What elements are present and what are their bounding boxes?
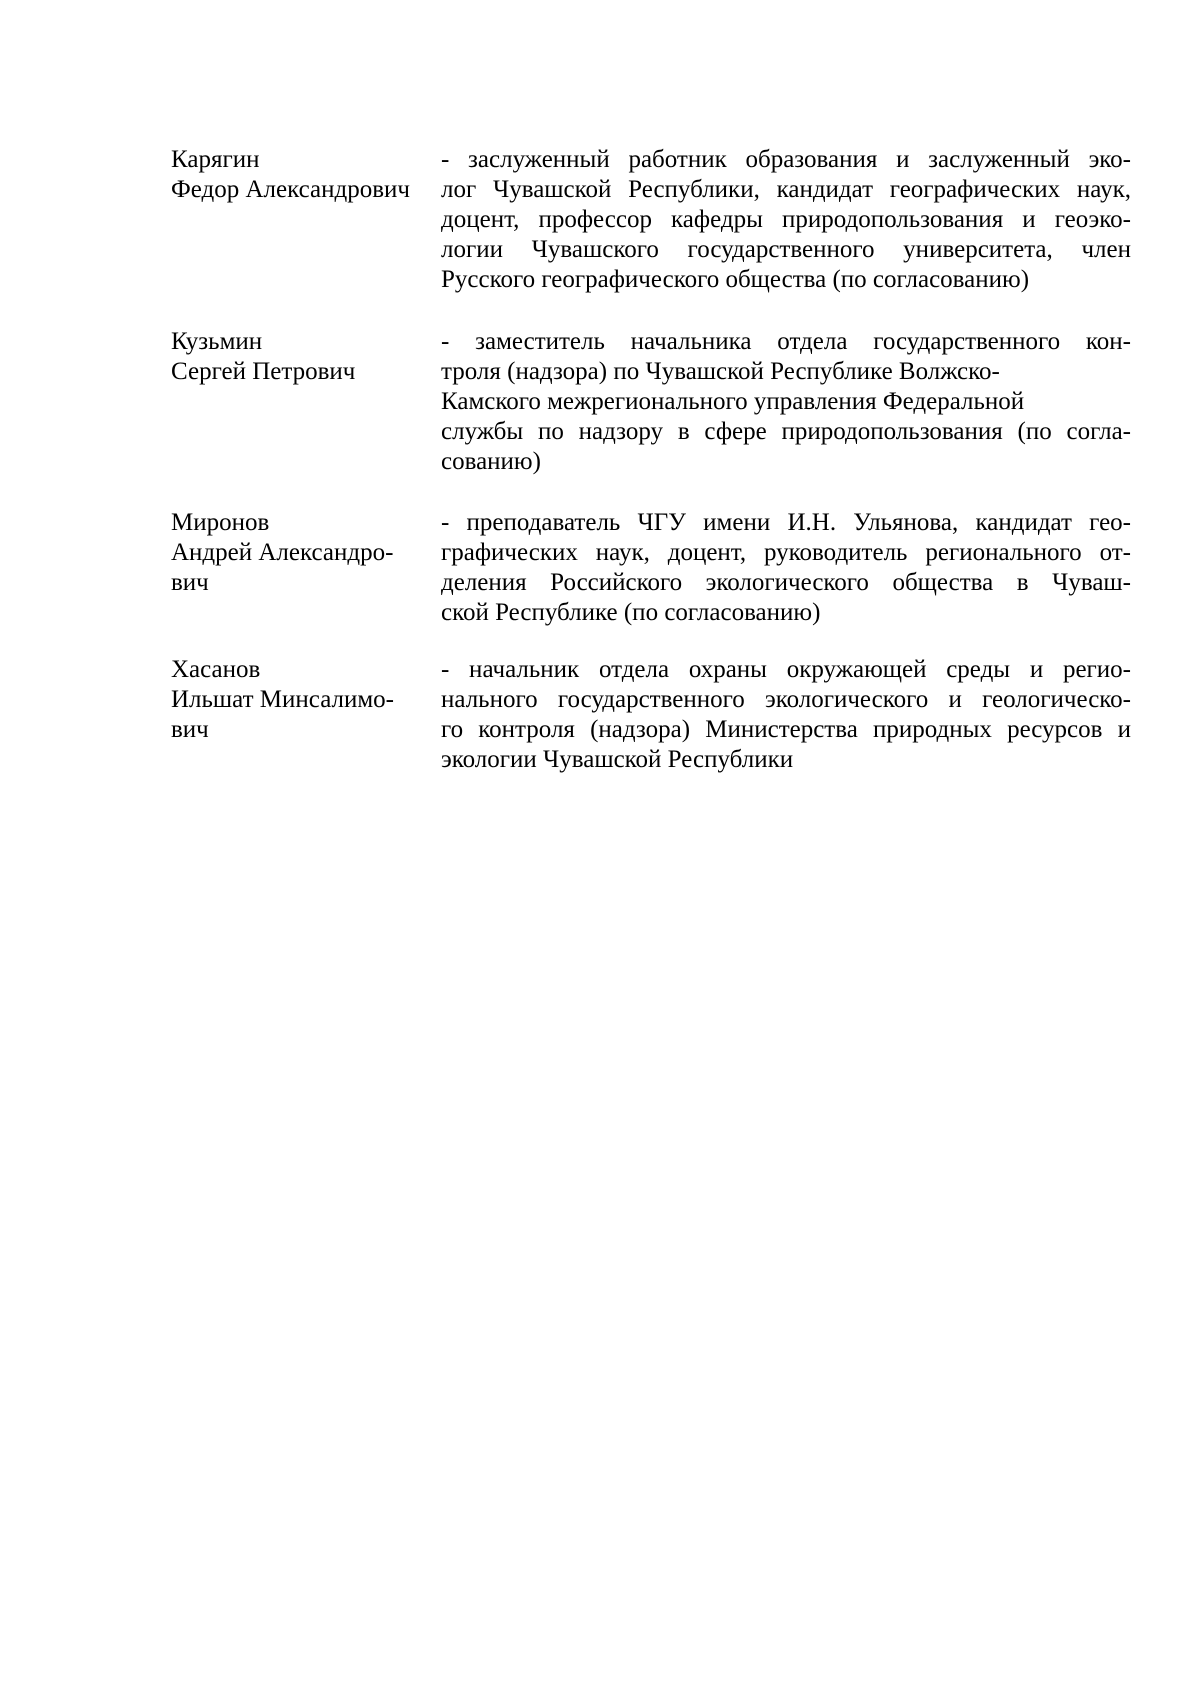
description-line: ской Республике (по согласованию) — [441, 599, 821, 626]
member-given-name: Андрей Александро- — [171, 539, 394, 566]
description-line: Русского географического общества (по согласованию) — [441, 266, 1030, 293]
member-description — [441, 655, 1131, 775]
description-line: сованию) — [441, 448, 541, 475]
description-line: троля (надзора) по Чувашской Республике Волжско- — [441, 358, 1000, 385]
member-description — [441, 145, 1131, 295]
description-line: деления Российского экологического общества в Чуваш- — [441, 569, 1131, 596]
description-line: - заслуженный работник образования и заслуженный эко- — [441, 146, 1131, 173]
description-line: экологии Чувашской Республики — [441, 746, 794, 773]
member-name — [171, 327, 441, 387]
description-line: - начальник отдела охраны окружающей среды и регио- — [441, 656, 1131, 683]
description-line: лог Чувашской Республики, кандидат географических наук, — [441, 176, 1131, 203]
member-surname: Хасанов — [171, 656, 261, 683]
member-surname: Кузьмин — [171, 328, 263, 355]
member-given-name: Ильшат Минсалимо- — [171, 686, 395, 713]
member-surname: Миронов — [171, 509, 270, 536]
member-description — [441, 508, 1131, 628]
member-name — [171, 655, 441, 745]
member-surname: Карягин — [171, 146, 260, 173]
member-given-name: Сергей Петрович — [171, 358, 356, 385]
member-description — [441, 327, 1131, 477]
member-name — [171, 508, 441, 598]
member-patronymic: вич — [171, 569, 209, 596]
description-line: Камского межрегионального управления Федеральной — [441, 388, 1025, 415]
description-line: го контроля (надзора) Министерства природных ресурсов и — [441, 716, 1131, 743]
description-line: графических наук, доцент, руководитель регионального от- — [441, 539, 1131, 566]
description-line: нального государственного экологического и геологическо- — [441, 686, 1131, 713]
description-line: доцент, профессор кафедры природопользования и геоэко- — [441, 206, 1131, 233]
description-line: - заместитель начальника отдела государственного кон- — [441, 328, 1131, 355]
description-line: - преподаватель ЧГУ имени И.Н. Ульянова, кандидат гео- — [441, 509, 1131, 536]
description-line: службы по надзору в сфере природопользования (по согла- — [441, 418, 1131, 445]
member-given-name: Федор Александрович — [171, 176, 410, 203]
member-patronymic: вич — [171, 716, 209, 743]
description-line: логии Чувашского государственного университета, член — [441, 236, 1131, 263]
member-name — [171, 145, 441, 205]
